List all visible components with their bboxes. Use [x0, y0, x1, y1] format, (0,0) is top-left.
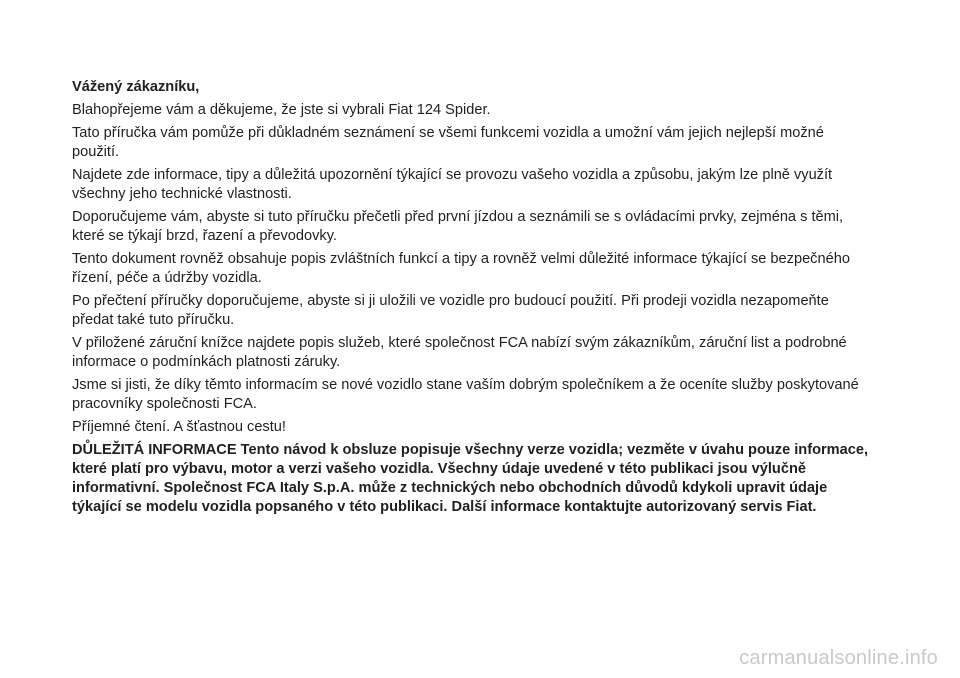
special-functions-paragraph: Tento dokument rovněž obsahuje popis zvláštních funkcí a tipy a rovněž velmi důležité informace týkající se bezpečného řízení, péče a údržby vozidla.	[72, 251, 850, 286]
warranty-paragraph: V přiložené záruční knížce najdete popis služeb, které společnost FCA nabízí svým zákazníkům, záruční list a podrobné informace o podmínkách platnosti záruky.	[72, 335, 847, 370]
manual-page	[72, 78, 872, 517]
intro-paragraph: Blahopřejeme vám a děkujeme, že jste si vybrali Fiat 124 Spider.	[72, 102, 491, 118]
info-tips-paragraph: Najdete zde informace, tipy a důležitá upozornění týkající se provozu vašeho vozidla a způsobu, jakým lze plně využít všechny jeho technické vlastnosti.	[72, 167, 833, 202]
important-notice: DŮLEŽITÁ INFORMACE Tento návod k obsluze popisuje všechny verze vozidla; vezměte v úvahu pouze informace, které platí pro výbavu, motor a verzi vašeho vozidla. Všechny údaje uvedené v této publikaci jsou výlučně informativní. Společnost FCA Italy S.p.A. může z technických nebo obchodních důvodů kdykoli upravit údaje týkající se modelu vozidla popsaného v této publikaci. Další informace kontaktujte autorizovaný servis Fiat.	[72, 442, 869, 515]
recommendation-paragraph: Doporučujeme vám, abyste si tuto příručku přečetli před první jízdou a seznámili se s ovládacími prvky, zejména s těmi, které se týkají brzd, řazení a převodovky.	[72, 209, 844, 244]
storage-paragraph: Po přečtení příručky doporučujeme, abyste si ji uložili ve vozidle pro budoucí použití. Při prodeji vozidla nezapomeňte předat také tuto příručku.	[72, 293, 829, 328]
manual-purpose-paragraph: Tato příručka vám pomůže při důkladném seznámení se všemi funkcemi vozidla a umožní vám jejich nejlepší možné použití.	[72, 125, 824, 160]
companion-paragraph: Jsme si jisti, že díky těmto informacím se nové vozidlo stane vaším dobrým společníkem a že oceníte služby poskytované pracovníky společnosti FCA.	[72, 377, 859, 412]
closing-paragraph: Příjemné čtení. A šťastnou cestu!	[72, 419, 286, 435]
watermark: carmanualsonline.info	[739, 647, 938, 669]
greeting-heading: Vážený zákazníku,	[72, 79, 200, 95]
